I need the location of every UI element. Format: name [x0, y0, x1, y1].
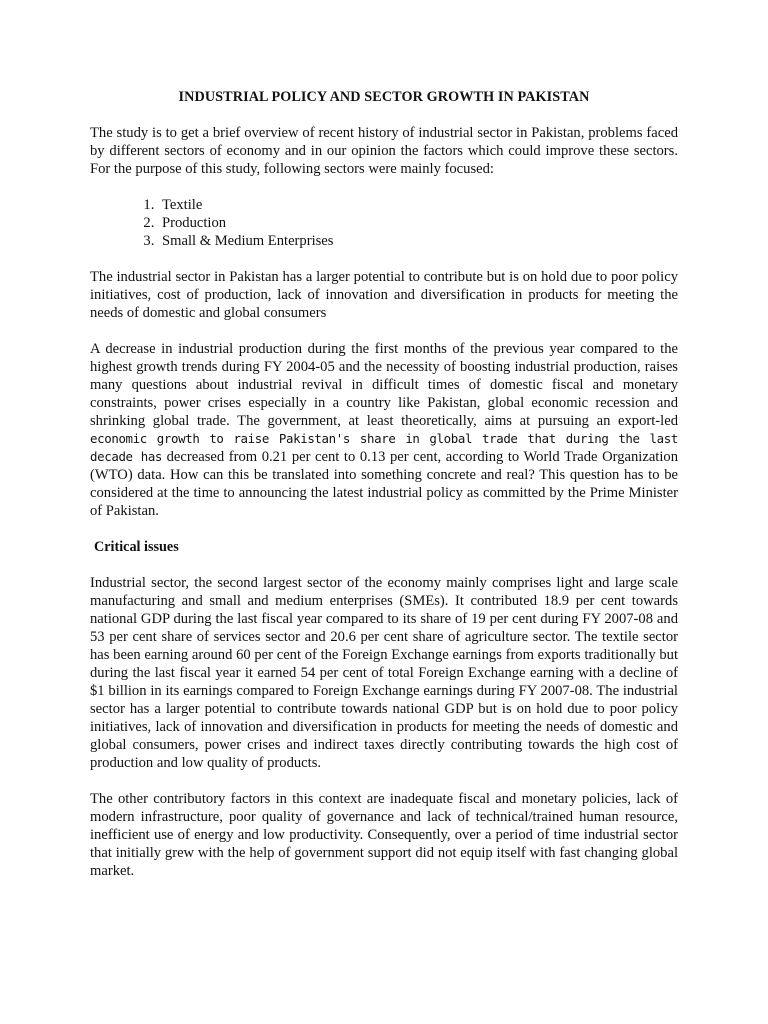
contributory-factors-paragraph: The other contributory factors in this context are inadequate fiscal and monetary policies, lack of modern infrastructure, poor quality of governance and lack of technical/trained human resource, inefficient use of energy and low productivity. Consequently, over a period of time industrial sector that initially grew with the help of government support did not equip itself with fast changing global market. [90, 791, 678, 879]
list-item: 3. Small & Medium Enterprises [158, 232, 678, 250]
document-body [90, 88, 678, 898]
sector-list [90, 196, 678, 250]
decrease-text-mono: economic growth to raise Pakistan's share in global trade that during the last decade has [90, 431, 678, 464]
section-heading-critical-issues: Critical issues [94, 539, 179, 555]
decrease-text-part1: A decrease in industrial production during the first months of the previous year compared to the highest growth trends during FY 2004-05 and the necessity of boosting industrial production, raises many questions about industrial revival in difficult times of domestic fiscal and monetary constraints, power crises especially in a country like Pakistan, global economic recession and shrinking global trade. The government, at least theoretically, aims at pursuing an export-led [90, 341, 678, 429]
potential-paragraph: The industrial sector in Pakistan has a larger potential to contribute but is on hold due to poor policy initiatives, cost of production, lack of innovation and diversification in products for meeting the needs of domestic and global consumers [90, 269, 678, 321]
list-item: 1. Textile [158, 196, 678, 214]
document-title: INDUSTRIAL POLICY AND SECTOR GROWTH IN PAKISTAN [178, 89, 590, 105]
decrease-text-part3: decreased from 0.21 per cent to 0.13 per cent, according to World Trade Organization (WTO) data. How can this be translated into something concrete and real? This question has to be considered at the time to announcing the latest industrial policy as committed by the Prime Minister of Pakistan. [90, 449, 678, 519]
industrial-sector-paragraph: Industrial sector, the second largest sector of the economy mainly comprises light and large scale manufacturing and small and medium enterprises (SMEs). It contributed 18.9 per cent towards national GDP during the last fiscal year compared to its share of 19 per cent during FY 2007-08 and 53 per cent share of services sector and 20.6 per cent share of agriculture sector. The textile sector has been earning around 60 per cent of the Foreign Exchange earnings from exports traditionally but during the last fiscal year it earned 54 per cent of total Foreign Exchange earning with a decline of $1 billion in its earnings compared to Foreign Exchange earnings during FY 2007-08. The industrial sector has a larger potential to contribute towards national GDP but is on hold due to poor policy initiatives, lack of innovation and diversification in products for meeting the needs of domestic and global consumers, power crises and indirect taxes directly contributing towards the high cost of production and low quality of products. [90, 575, 678, 771]
decrease-paragraph [90, 340, 678, 520]
list-item: 2. Production [158, 214, 678, 232]
intro-paragraph: The study is to get a brief overview of recent history of industrial sector in Pakistan, problems faced by different sectors of economy and in our opinion the factors which could improve these sectors. For the purpose of this study, following sectors were mainly focused: [90, 125, 678, 177]
